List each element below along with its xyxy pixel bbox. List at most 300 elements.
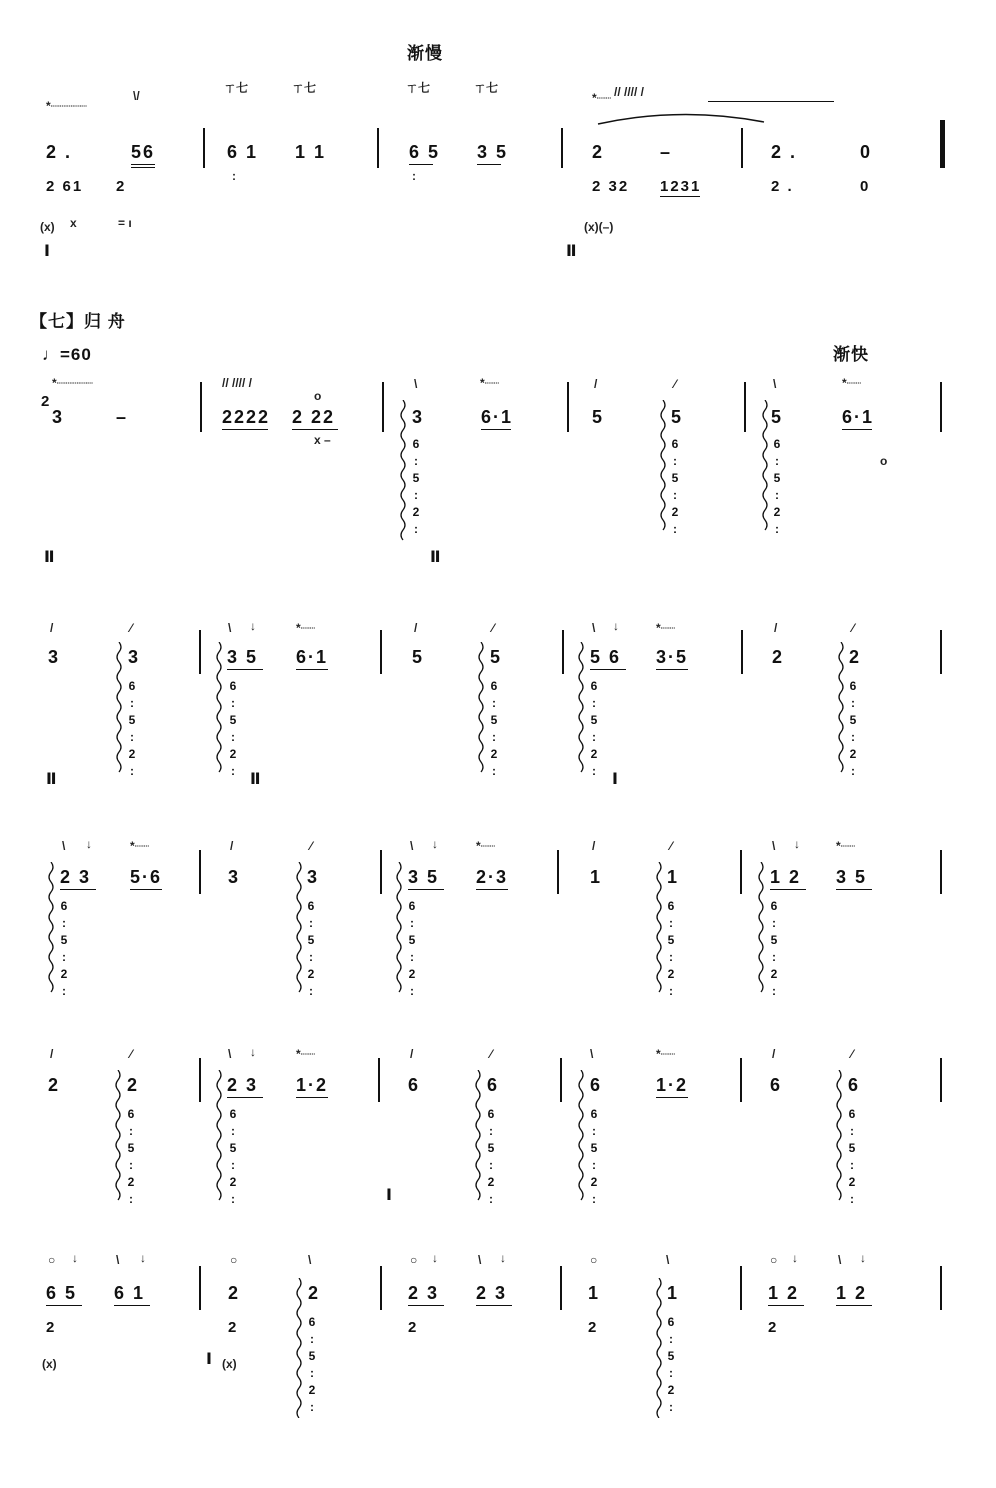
chord-dot: :: [410, 950, 414, 964]
chord-stack: [771, 436, 783, 538]
chord-digit: 2: [308, 1383, 316, 1397]
note: 5·6: [130, 867, 163, 887]
down-arrow: ↓: [432, 1251, 438, 1265]
chord-stack: [665, 1314, 677, 1416]
chord-stack: [768, 898, 780, 1000]
note: 6: [487, 1075, 500, 1095]
string-label-roman-two: Ⅱ: [250, 771, 261, 788]
underline: [768, 1305, 804, 1306]
chord-dot: :: [592, 1192, 596, 1206]
chord-digit: 2: [770, 967, 778, 981]
circle-mark: o: [314, 389, 322, 403]
star-dash-mark: *┈┈: [296, 1047, 316, 1061]
note: 6 1: [114, 1283, 146, 1303]
chord-dot: :: [492, 696, 496, 710]
note: 1: [590, 867, 603, 887]
note: 2 .: [46, 142, 73, 162]
note: 6: [848, 1075, 861, 1095]
v-mark: \/: [133, 89, 140, 103]
chord-dot: :: [310, 1366, 314, 1380]
chord-digit: 5: [773, 471, 781, 485]
slash-mark: \: [308, 1253, 312, 1267]
chord-dot: :: [129, 1192, 133, 1206]
chord-digit: 5: [590, 1141, 598, 1155]
chord-digit: 5: [487, 1141, 495, 1155]
note: 3 5: [227, 647, 259, 667]
slash-mark: \: [228, 1047, 232, 1061]
chord-dot: :: [772, 950, 776, 964]
underline: [296, 1097, 328, 1098]
arpeggio-wave: [576, 1070, 586, 1208]
note: 3: [52, 407, 65, 427]
star-dash-mark: *┈┈: [296, 621, 316, 635]
barline: [380, 630, 382, 674]
harmonic-mark: (x): [40, 220, 55, 234]
arpeggio-wave: [113, 1070, 123, 1208]
arpeggio-wave: [760, 400, 770, 536]
note: 3: [128, 647, 141, 667]
note: 2: [308, 1283, 321, 1303]
barline: [741, 128, 743, 168]
chord-stack: [125, 1106, 137, 1208]
chord-dot: :: [309, 984, 313, 998]
chord-stack: [305, 898, 317, 1000]
lower-note: 2: [588, 1319, 599, 1336]
note: 1: [667, 1283, 680, 1303]
note: 2222: [222, 407, 271, 427]
arpeggio-wave: [46, 862, 56, 1000]
chord-digit: 6: [229, 1107, 237, 1121]
chord-dot: :: [232, 169, 236, 183]
slash-mark: ⁄: [490, 1047, 493, 1061]
slash-mark: \: [116, 1253, 120, 1267]
note: 1: [588, 1283, 601, 1303]
circle-mark: ○: [410, 1253, 418, 1267]
underline: [842, 429, 872, 430]
chord-digit: 2: [490, 747, 498, 761]
chord-digit: 6: [773, 437, 781, 451]
underline: [46, 1305, 82, 1306]
chord-dot: :: [130, 730, 134, 744]
chord-digit: 5: [412, 471, 420, 485]
slash-mark: /: [774, 621, 778, 635]
slash-mark: \: [838, 1253, 842, 1267]
ticks-mark: // //// /: [614, 85, 645, 99]
barline: [380, 850, 382, 894]
chord-digit: 5: [667, 933, 675, 947]
string-label-roman-one: Ⅰ: [44, 243, 50, 260]
note: 0: [860, 142, 873, 162]
chord-digit: 2: [590, 747, 598, 761]
star-slur-mark: *┈┈: [592, 91, 612, 105]
chord-stack: [227, 1106, 239, 1208]
note: 2·3: [476, 867, 509, 887]
note: 6 5: [46, 1283, 78, 1303]
chord-dot: :: [231, 764, 235, 778]
chord-digit: 6: [60, 899, 68, 913]
note: 2: [127, 1075, 140, 1095]
chord-dot: :: [851, 764, 855, 778]
chord-stack: [406, 898, 418, 1000]
string-label-roman-two: Ⅱ: [566, 243, 577, 260]
tempo-slow-marking: 渐慢: [407, 44, 443, 63]
chord-stack: [58, 898, 70, 1000]
arpeggio-wave: [214, 642, 224, 780]
barline: [199, 630, 201, 674]
note: 5 6: [590, 647, 622, 667]
slash-mark: \: [772, 839, 776, 853]
note: 2 .: [771, 142, 798, 162]
chord-dot: :: [310, 1332, 314, 1346]
chord-dot: :: [310, 1400, 314, 1414]
chord-dot: :: [592, 730, 596, 744]
note: 2 3: [408, 1283, 440, 1303]
arpeggio-wave: [836, 642, 846, 780]
barline: [561, 128, 563, 168]
note: 5: [412, 647, 425, 667]
chord-stack: [306, 1314, 318, 1416]
arpeggio-wave: [476, 642, 486, 780]
star-dash-mark: *┈┈: [656, 621, 676, 635]
lower-note: 0: [860, 178, 871, 195]
note: 5: [771, 407, 784, 427]
down-arrow: ↓: [250, 619, 256, 633]
slash-mark: /: [50, 1047, 54, 1061]
note: 6 1: [227, 142, 259, 162]
note: 2: [48, 1075, 61, 1095]
chord-digit: 2: [848, 1175, 856, 1189]
slash-mark: \: [773, 377, 777, 391]
double-barline: [940, 120, 945, 168]
chord-digit: 5: [229, 1141, 237, 1155]
top-mark-1: ㄒ七: [224, 81, 249, 95]
slash-mark: ⁄: [130, 1047, 133, 1061]
underline: [114, 1305, 150, 1306]
string-label-roman-two: Ⅱ: [44, 549, 55, 566]
note: 5: [490, 647, 503, 667]
chord-stack: [488, 678, 500, 780]
chord-dot: :: [489, 1158, 493, 1172]
chord-dot: :: [62, 950, 66, 964]
x-mark: x: [70, 216, 77, 230]
star-dash-mark: *┈┈: [130, 839, 150, 853]
chord-digit: 5: [128, 713, 136, 727]
chord-digit: 5: [667, 1349, 675, 1363]
lower-note: 2: [46, 1319, 57, 1336]
note: 1: [667, 867, 680, 887]
circle-mark: ○: [590, 1253, 598, 1267]
chord-dot: :: [492, 764, 496, 778]
string-label-roman-two: Ⅱ: [430, 549, 441, 566]
arpeggio-wave: [654, 1278, 664, 1418]
slash-mark: ⁄: [130, 621, 133, 635]
arpeggio-wave: [294, 1278, 304, 1418]
chord-digit: 6: [849, 679, 857, 693]
chord-dot: :: [851, 696, 855, 710]
lower-note: 2: [408, 1319, 419, 1336]
chord-dot: :: [775, 454, 779, 468]
note: 2 3: [60, 867, 92, 887]
note: 56: [131, 142, 156, 162]
harmonic-mark: (x): [222, 1357, 237, 1371]
chord-digit: 6: [590, 679, 598, 693]
star-dash-mark: *┈┈┈┈┈: [46, 99, 87, 113]
underline: [590, 669, 626, 670]
star-dash-mark: *┈┈: [842, 376, 862, 390]
chord-digit: 2: [128, 747, 136, 761]
note: 2 3: [227, 1075, 259, 1095]
slash-mark: /: [594, 377, 598, 391]
chord-dot: :: [414, 488, 418, 502]
note: 3: [307, 867, 320, 887]
slash-mark: ⁄: [492, 621, 495, 635]
barline: [199, 1058, 201, 1102]
section-title: 【七】归 舟: [30, 312, 126, 331]
chord-digit: 5: [849, 713, 857, 727]
chord-dot: :: [850, 1124, 854, 1138]
chord-dot: :: [130, 696, 134, 710]
underline: [130, 889, 162, 890]
note: 1 2: [768, 1283, 800, 1303]
underline: [60, 889, 96, 890]
metronome-mark: ♩=60: [42, 345, 92, 364]
lower-note: 1231: [660, 178, 702, 195]
lower-note: 2 32: [592, 178, 630, 195]
chord-dot: :: [673, 454, 677, 468]
harmonic-mark: (x)(–): [584, 220, 614, 234]
tempo-fast-marking: 渐快: [833, 345, 869, 364]
barline: [203, 128, 205, 168]
underline: [408, 1305, 444, 1306]
x-mark: x –: [314, 433, 331, 447]
note: 2: [592, 142, 605, 162]
harmonic-mark: (x): [42, 1357, 57, 1371]
underline: [476, 1305, 512, 1306]
star-dash-mark: *┈┈: [480, 376, 500, 390]
chord-digit: 6: [667, 1315, 675, 1329]
arpeggio-wave: [834, 1070, 844, 1208]
chord-dot: :: [231, 696, 235, 710]
chord-digit: 2: [408, 967, 416, 981]
top-mark-2: ㄒ七: [292, 81, 317, 95]
down-arrow: ↓: [860, 1251, 866, 1265]
chord-digit: 5: [490, 713, 498, 727]
chord-dot: :: [669, 1332, 673, 1346]
slash-mark: /: [410, 1047, 414, 1061]
chord-dot: :: [489, 1192, 493, 1206]
note: 3: [48, 647, 61, 667]
down-arrow: ↓: [250, 1045, 256, 1059]
chord-dot: :: [410, 984, 414, 998]
barline: [377, 128, 379, 168]
underline: [656, 1097, 688, 1098]
chord-digit: 2: [60, 967, 68, 981]
chord-digit: 6: [487, 1107, 495, 1121]
underline: [408, 889, 444, 890]
chord-dot: :: [669, 984, 673, 998]
down-arrow: ↓: [794, 837, 800, 851]
underline: [770, 889, 806, 890]
chord-digit: 2: [671, 505, 679, 519]
barline: [382, 382, 384, 432]
chord-dot: :: [129, 1158, 133, 1172]
barline: [940, 382, 942, 432]
note: 6: [590, 1075, 603, 1095]
slash-mark: \: [414, 377, 418, 391]
circle-mark: ○: [48, 1253, 56, 1267]
chord-stack: [588, 1106, 600, 1208]
slash-mark: /: [414, 621, 418, 635]
underline: [481, 429, 511, 430]
chord-digit: 5: [590, 713, 598, 727]
string-label-roman-one: Ⅰ: [612, 771, 618, 788]
chord-digit: 6: [128, 679, 136, 693]
chord-digit: 5: [229, 713, 237, 727]
chord-digit: 6: [490, 679, 498, 693]
sustain-line: [708, 101, 834, 102]
star-dash-mark: *┈┈: [656, 1047, 676, 1061]
chord-dot: :: [592, 1158, 596, 1172]
chord-stack: [227, 678, 239, 780]
slash-mark: ⁄: [851, 1047, 854, 1061]
note: 6: [408, 1075, 421, 1095]
slash-mark: \: [592, 621, 596, 635]
barline: [560, 1266, 562, 1310]
chord-digit: 5: [848, 1141, 856, 1155]
chord-dot: :: [62, 916, 66, 930]
barline: [740, 1058, 742, 1102]
chord-dot: :: [309, 916, 313, 930]
note: 2: [849, 647, 862, 667]
barline: [744, 382, 746, 432]
chord-stack: [665, 898, 677, 1000]
chord-dot: :: [412, 169, 416, 183]
down-arrow: ↓: [792, 1251, 798, 1265]
slash-mark: \: [228, 621, 232, 635]
note: 6·1: [481, 407, 514, 427]
chord-digit: 2: [667, 1383, 675, 1397]
chord-dot: :: [673, 522, 677, 536]
lower-note: 2: [768, 1319, 779, 1336]
chord-digit: 6: [667, 899, 675, 913]
underline: [131, 164, 155, 165]
chord-dot: :: [414, 522, 418, 536]
barline: [567, 382, 569, 432]
slash-mark: \: [62, 839, 66, 853]
chord-dot: :: [850, 1192, 854, 1206]
chord-dot: :: [669, 1400, 673, 1414]
note: 6 5: [409, 142, 441, 162]
down-arrow: ↓: [613, 619, 619, 633]
note: –: [116, 407, 129, 427]
lower-note: 2 .: [771, 178, 794, 195]
chord-dot: :: [489, 1124, 493, 1138]
note: –: [660, 142, 673, 162]
chord-dot: :: [775, 488, 779, 502]
chord-dot: :: [231, 730, 235, 744]
barline: [740, 1266, 742, 1310]
chord-digit: 2: [487, 1175, 495, 1189]
chord-dot: :: [130, 764, 134, 778]
underline: [656, 669, 688, 670]
chord-stack: [847, 678, 859, 780]
arpeggio-wave: [398, 400, 408, 550]
underline: [409, 164, 433, 165]
arpeggio-wave: [576, 642, 586, 780]
chord-dot: :: [592, 1124, 596, 1138]
note: 2 3: [476, 1283, 508, 1303]
chord-dot: :: [410, 916, 414, 930]
chord-dot: :: [775, 522, 779, 536]
chord-digit: 6: [408, 899, 416, 913]
barline: [940, 850, 942, 894]
chord-digit: 2: [590, 1175, 598, 1189]
note: 1·2: [296, 1075, 329, 1095]
note: 2: [228, 1283, 241, 1303]
star-dash-mark: *┈┈: [476, 839, 496, 853]
chord-digit: 6: [590, 1107, 598, 1121]
string-label-roman-two: Ⅱ: [46, 771, 57, 788]
chord-dot: :: [231, 1124, 235, 1138]
underline: [227, 669, 263, 670]
note: 3 5: [477, 142, 509, 162]
down-arrow: ↓: [140, 1251, 146, 1265]
note: 6: [770, 1075, 783, 1095]
arpeggio-wave: [294, 862, 304, 1000]
note: 3 5: [408, 867, 440, 887]
ticks-mark: // //// /: [222, 376, 253, 390]
slash-mark: /: [592, 839, 596, 853]
note: 5: [671, 407, 684, 427]
top-mark-4: ㄒ七: [474, 81, 499, 95]
chord-digit: 6: [308, 1315, 316, 1329]
slash-mark: ⁄: [310, 839, 313, 853]
arpeggio-wave: [756, 862, 766, 1000]
chord-digit: 6: [848, 1107, 856, 1121]
underline: [222, 429, 268, 430]
slash-mark: \: [590, 1047, 594, 1061]
circle-mark: ○: [230, 1253, 238, 1267]
chord-digit: 6: [671, 437, 679, 451]
chord-dot: :: [669, 916, 673, 930]
chord-digit: 2: [849, 747, 857, 761]
star-dash-mark: *┈┈: [836, 839, 856, 853]
chord-dot: :: [414, 454, 418, 468]
chord-dot: :: [231, 1158, 235, 1172]
slash-mark: ⁄: [674, 377, 677, 391]
lower-note: 2 61: [46, 178, 84, 195]
underline: [476, 889, 508, 890]
note: 1·2: [656, 1075, 689, 1095]
chord-stack: [410, 436, 422, 538]
slash-mark: /: [230, 839, 234, 853]
chord-digit: 5: [408, 933, 416, 947]
slash-mark: \: [478, 1253, 482, 1267]
chord-dot: :: [492, 730, 496, 744]
barline: [199, 1266, 201, 1310]
star-dash-mark: *┈┈┈┈┈: [52, 376, 93, 390]
chord-dot: :: [309, 950, 313, 964]
chord-digit: 2: [307, 967, 315, 981]
lower-note: 2: [116, 178, 127, 195]
barline: [740, 850, 742, 894]
underline: [836, 889, 872, 890]
chord-digit: 5: [308, 1349, 316, 1363]
chord-stack: [485, 1106, 497, 1208]
note: 2 22: [292, 407, 336, 427]
chord-digit: 6: [307, 899, 315, 913]
chord-digit: 2: [229, 1175, 237, 1189]
